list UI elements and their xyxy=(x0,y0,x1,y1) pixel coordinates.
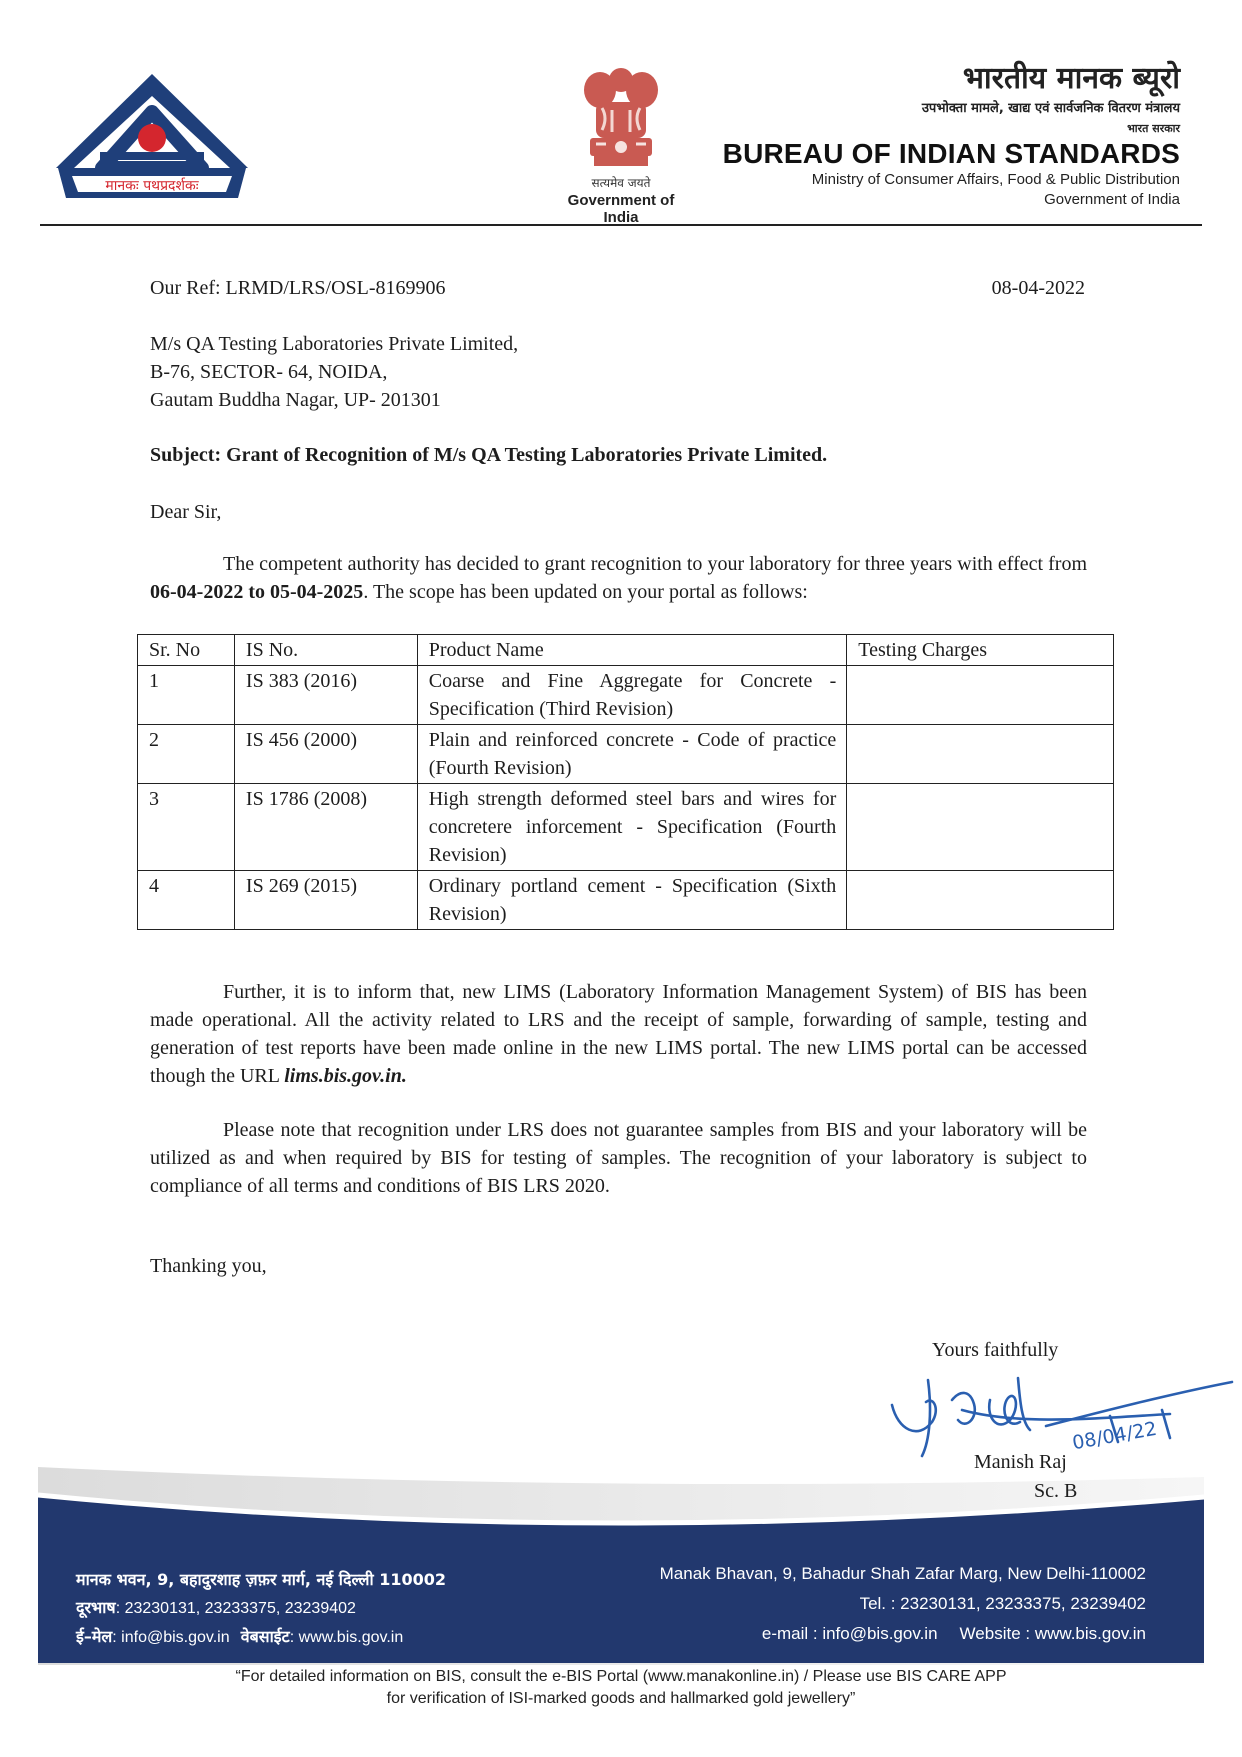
ministry-hindi: उपभोक्ता मामले, खाद्य एवं सार्वजनिक वितरण मंत्रालय xyxy=(921,101,1180,116)
footer-website-label-hindi: वेबसाईट xyxy=(240,1627,290,1646)
table-cell: IS 456 (2000) xyxy=(234,725,417,784)
footer-website-hindi: : www.bis.gov.in xyxy=(289,1629,404,1646)
ministry-english: Ministry of Consumer Affairs, Food & Public Distribution xyxy=(811,171,1180,188)
letter-date: 08-04-2022 xyxy=(991,277,1085,299)
header-divider xyxy=(40,224,1202,226)
logo-motto: मानकः पथप्रदर्शकः xyxy=(105,178,199,194)
footer-address-hindi: मानक भवन, 9, बहादुरशाह ज़फ़र मार्ग, नई दिल्ली 110002 xyxy=(76,1570,447,1589)
lims-paragraph xyxy=(150,978,1087,1090)
emblem-caption: Government of India xyxy=(567,192,675,226)
footer-phone-hindi: : 23230131, 23233375, 23239402 xyxy=(115,1600,356,1617)
table-cell xyxy=(847,725,1114,784)
column-header: Sr. No xyxy=(138,635,235,666)
bureau-name-english: BUREAU OF INDIAN STANDARDS xyxy=(722,138,1180,169)
government-english: Government of India xyxy=(1044,191,1180,208)
signature-date: 08/04/22 xyxy=(1070,1417,1159,1455)
reference-number: Our Ref: LRMD/LRS/OSL-8169906 xyxy=(150,277,446,299)
salutation: Dear Sir, xyxy=(150,501,222,523)
table-cell: Plain and reinforced concrete - Code of practice (Fourth Revision) xyxy=(417,725,847,784)
state-emblem xyxy=(556,58,686,226)
table-cell: High strength deformed steel bars and wires for concretere inforcement - Specification (Fourth Revision) xyxy=(417,784,847,871)
bis-logo xyxy=(52,72,252,212)
table-row xyxy=(138,666,1114,725)
government-hindi: भारत सरकार xyxy=(1127,122,1180,135)
footer-email-label-hindi: ई–मेल xyxy=(76,1627,113,1646)
validity-period: 06-04-2022 to 05-04-2025 xyxy=(150,581,364,603)
table-cell xyxy=(847,784,1114,871)
footer-website-english: Website : www.bis.gov.in xyxy=(959,1624,1146,1643)
recognition-paragraph xyxy=(150,550,1087,606)
table-cell: 1 xyxy=(138,666,235,725)
table-header-row xyxy=(138,635,1114,666)
footer-phone-english: Tel. : 23230131, 23233375, 23239402 xyxy=(859,1594,1146,1613)
address-line: M/s QA Testing Laboratories Private Limited, xyxy=(150,333,519,355)
table-cell: 2 xyxy=(138,725,235,784)
scope-table xyxy=(137,634,1114,930)
footer-note-line: “For detailed information on BIS, consult the e-BIS Portal (www.manakonline.in) / Please use BIS CARE APP xyxy=(235,1668,1007,1685)
footer-address-english: Manak Bhavan, 9, Bahadur Shah Zafar Marg, New Delhi-110002 xyxy=(659,1564,1146,1583)
table-cell: Ordinary portland cement - Specification (Sixth Revision) xyxy=(417,871,847,930)
table-row xyxy=(138,725,1114,784)
column-header: Testing Charges xyxy=(847,635,1114,666)
column-header: Product Name xyxy=(417,635,847,666)
footer-contact-hindi xyxy=(76,1566,446,1652)
para2-text: Further, it is to inform that, new LIMS (Laboratory Information Management System) of BIS has been made operational. All the activity related to LRS and the receipt of sample, forwarding of sample, testing and generation of test reports have been made online in the new LIMS portal. The new LIMS portal can be accessed though the URL xyxy=(150,981,1087,1087)
emblem-motto: सत्यमेव जयते xyxy=(591,176,651,190)
table-cell xyxy=(847,871,1114,930)
lims-url: lims.bis.gov.in. xyxy=(284,1065,407,1087)
table-cell: IS 1786 (2008) xyxy=(234,784,417,871)
closing-line: Thanking you, xyxy=(150,1255,267,1277)
footer-contact-english xyxy=(660,1559,1146,1649)
terms-paragraph: Please note that recognition under LRS does not guarantee samples from BIS and your laboratory will be utilized as and when required by BIS for testing of samples. The recognition of your laboratory is subject to compliance of all terms and conditions of BIS LRS 2020. xyxy=(150,1119,1087,1197)
valediction: Yours faithfully xyxy=(932,1339,1059,1361)
footer-note-line: for verification of ISI-marked goods and hallmarked gold jewellery” xyxy=(386,1690,856,1707)
bureau-name-hindi: भारतीय मानक ब्यूरो xyxy=(962,61,1180,96)
footer-phone-label-hindi: दूरभाष xyxy=(76,1598,116,1617)
table-cell: 3 xyxy=(138,784,235,871)
address-line: Gautam Buddha Nagar, UP- 201301 xyxy=(150,389,441,411)
table-cell: IS 269 (2015) xyxy=(234,871,417,930)
footer-email-english: e-mail : info@bis.gov.in xyxy=(761,1624,938,1643)
recipient-address xyxy=(150,330,518,414)
bureau-name-block xyxy=(680,60,1180,210)
table-cell: IS 383 (2016) xyxy=(234,666,417,725)
subject-line: Subject: Grant of Recognition of M/s QA Testing Laboratories Private Limited. xyxy=(150,444,828,466)
signatory-name: Manish Raj xyxy=(974,1451,1067,1473)
para1-text: The competent authority has decided to grant recognition to your laboratory for three years with effect from xyxy=(223,553,1087,575)
footer-email-hindi: : info@bis.gov.in xyxy=(112,1629,230,1646)
table-cell: Coarse and Fine Aggregate for Concrete - Specification (Third Revision) xyxy=(417,666,847,725)
table-cell xyxy=(847,666,1114,725)
address-line: B-76, SECTOR- 64, NOIDA, xyxy=(150,361,388,383)
signatory-designation: Sc. B xyxy=(1034,1480,1078,1502)
table-cell: 4 xyxy=(138,871,235,930)
table-row xyxy=(138,871,1114,930)
table-row xyxy=(138,784,1114,871)
para1-text-end: . The scope has been updated on your portal as follows: xyxy=(363,581,808,603)
column-header: IS No. xyxy=(234,635,417,666)
lion-capital-icon xyxy=(556,58,686,172)
footer-note xyxy=(0,1666,1242,1710)
